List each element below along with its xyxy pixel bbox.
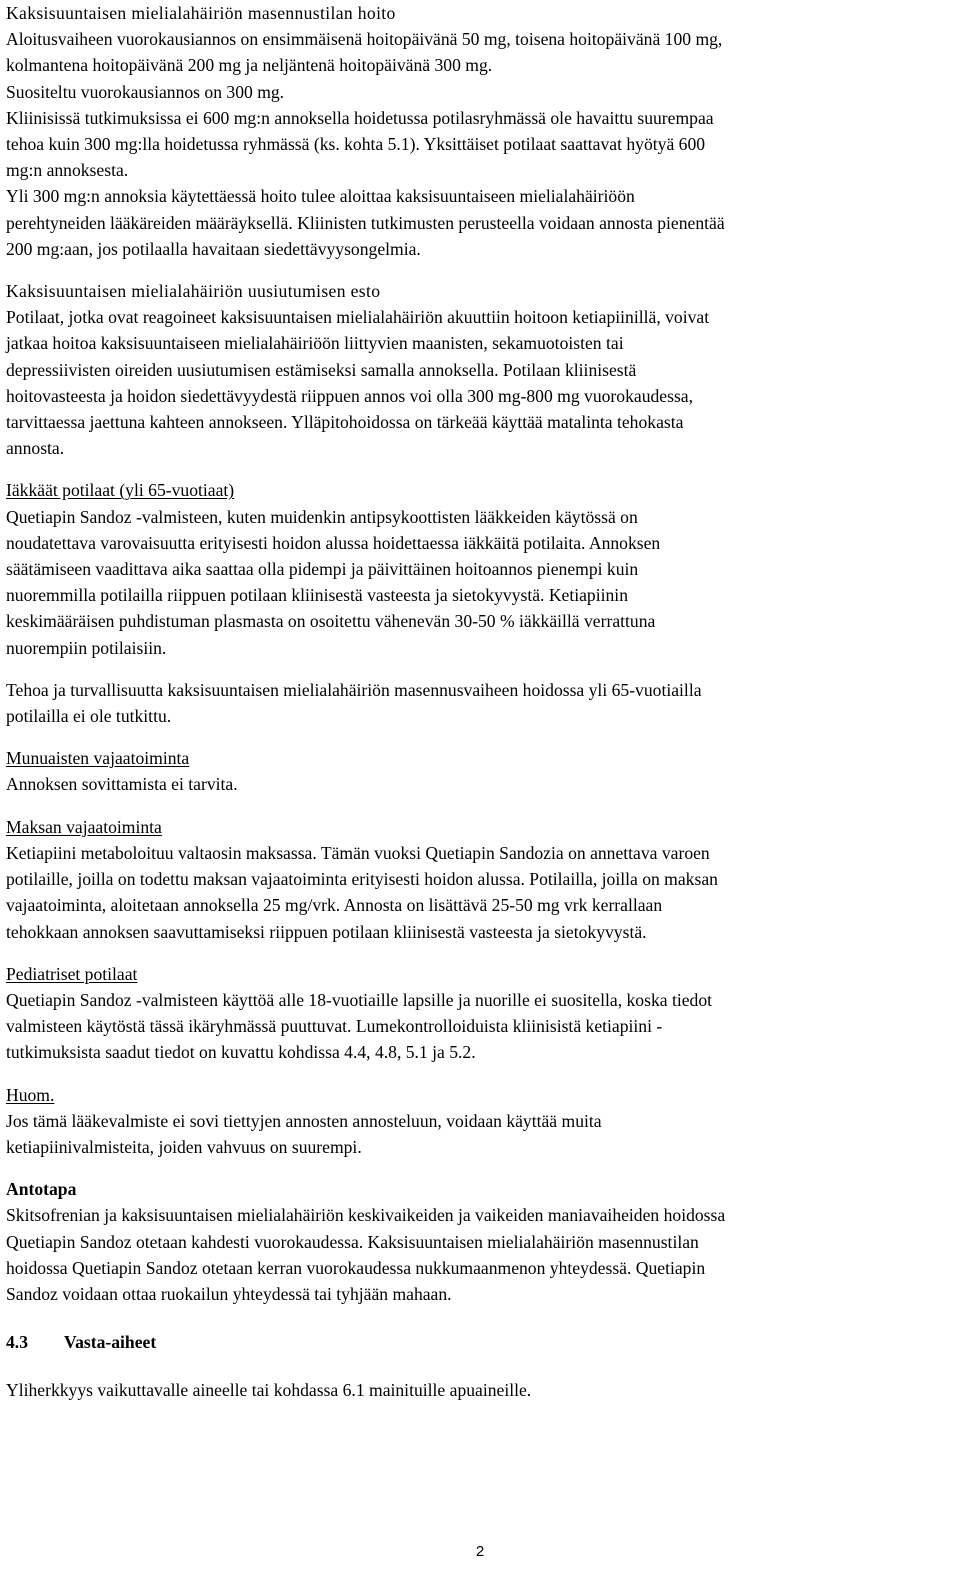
paragraph-line: tutkimuksista saadut tiedot on kuvattu kohdissa 4.4, 4.8, 5.1 ja 5.2. (6, 1042, 476, 1063)
paragraph-line: hoitovasteesta ja hoidon siedettävyydestä riippuen annos voi olla 300 mg-800 mg vuorokaudessa, (6, 385, 693, 406)
section-title: Vasta-aiheet (64, 1332, 157, 1353)
paragraph-line: 200 mg:aan, jos potilaalla havaitaan siedettävyysongelmia. (6, 238, 421, 259)
section-recurrence-prevention (6, 278, 950, 461)
underlined-heading: Huom. (6, 1084, 55, 1105)
section-note (6, 1082, 950, 1161)
paragraph-line: nuorempiin potilaisiin. (6, 637, 167, 658)
paragraph-line: noudatettava varovaisuutta erityisesti hoidon alussa hoidettaessa iäkkäitä potilaita. Annoksen (6, 532, 661, 553)
paragraph-line: potilailla ei ole tutkittu. (6, 706, 172, 727)
section-bipolar-depression (6, 0, 950, 262)
paragraph-line: jatkaa hoitoa kaksisuuntaiseen mielialahäiriöön liittyvien maanisten, sekamuotoisten tai (6, 333, 624, 354)
paragraph-line: vajaatoiminta, aloitetaan annoksella 25 mg/vrk. Annosta on lisättävä 25-50 mg vrk kerrallaan (6, 895, 663, 916)
section-heading (6, 961, 950, 987)
paragraph-line: tehoa kuin 300 mg:lla hoidetussa ryhmässä (ks. kohta 5.1). Yksittäiset potilaat saattavat hyötyä 600 (6, 134, 706, 155)
numbered-section-heading (6, 1329, 950, 1355)
paragraph-line: perehtyneiden lääkäreiden määräyksellä. Kliinisten tutkimusten perusteella voidaan annosta pienentää (6, 212, 725, 233)
paragraph-line: Quetiapin Sandoz -valmisteen käyttöä alle 18-vuotiaille lapsille ja nuorille ei suositella, koska tiedot (6, 989, 713, 1010)
paragraph-line: Skitsofrenian ja kaksisuuntaisen mielialahäiriön keskivaikeiden ja vaikeiden maniavaiheiden hoidossa (6, 1205, 726, 1226)
paragraph-line: hoidossa Quetiapin Sandoz otetaan kerran vuorokaudessa nukkumaanmenon yhteydessä. Quetiapin (6, 1257, 706, 1278)
paragraph-line: depressiivisten oireiden uusiutumisen estämiseksi samalla annoksella. Potilaan kliinisestä (6, 359, 637, 380)
section-heading: Antotapa (6, 1179, 77, 1200)
underlined-heading: Iäkkäät potilaat (yli 65-vuotiaat) (6, 480, 235, 501)
section-hepatic (6, 814, 950, 945)
section-heading: Kaksisuuntaisen mielialahäiriön uusiutumisen esto (6, 281, 381, 302)
paragraph-line: Sandoz voidaan ottaa ruokailun yhteydessä tai tyhjään mahaan. (6, 1283, 452, 1304)
underlined-heading: Pediatriset potilaat (6, 963, 138, 984)
paragraph-line: Aloitusvaiheen vuorokausiannos on ensimmäisenä hoitopäivänä 50 mg, toisena hoitopäivänä 100 mg, (6, 29, 723, 50)
section-heading (6, 477, 950, 503)
paragraph-line: Quetiapin Sandoz otetaan kahdesti vuorokaudessa. Kaksisuuntaisen mielialahäiriön masennustilan (6, 1231, 699, 1252)
paragraph-line: valmisteen käytöstä tässä ikäryhmässä puuttuvat. Lumekontrolloiduista kliinisistä ketiapiini - (6, 1016, 663, 1037)
paragraph-line: tehokkaan annoksen saavuttamiseksi riippuen potilaan kliinisestä vasteesta ja sietokyvystä. (6, 921, 647, 942)
paragraph-line: kolmantena hoitopäivänä 200 mg ja neljäntenä hoitopäivänä 300 mg. (6, 55, 493, 76)
paragraph-line: mg:n annoksesta. (6, 160, 129, 181)
paragraph-line: potilaille, joilla on todettu maksan vajaatoiminta erityisesti hoidon alussa. Potilailla, joilla on maksan (6, 869, 718, 890)
paragraph-line: nuoremmilla potilailla riippuen potilaan kliinisestä vasteesta ja sietokyvystä. Ketiapiinin (6, 585, 628, 606)
paragraph-line: Quetiapin Sandoz -valmisteen, kuten muidenkin antipsykoottisten lääkkeiden käytössä on (6, 506, 638, 527)
section-renal (6, 745, 950, 797)
paragraph-line: Kliinisissä tutkimuksissa ei 600 mg:n annoksella hoidetussa potilasryhmässä ole havaittu suurempaa (6, 107, 714, 128)
paragraph-line: annosta. (6, 438, 65, 459)
underlined-heading: Maksan vajaatoiminta (6, 816, 162, 837)
paragraph-line: Ketiapiini metaboloituu valtaosin maksassa. Tämän vuoksi Quetiapin Sandozia on annettava varoen (6, 842, 710, 863)
paragraph-line: Yli 300 mg:n annoksia käytettäessä hoito tulee aloittaa kaksisuuntaiseen mielialahäiriöön (6, 186, 635, 207)
section-elderly (6, 477, 950, 660)
underlined-heading: Munuaisten vajaatoiminta (6, 748, 190, 769)
paragraph-line: Yliherkkyys vaikuttavalle aineelle tai kohdassa 6.1 mainituille apuaineille. (6, 1380, 532, 1401)
section-heading (6, 745, 950, 771)
section-heading (6, 814, 950, 840)
section-heading (6, 1082, 950, 1108)
paragraph-line: ketiapiinivalmisteita, joiden vahvuus on suurempi. (6, 1136, 362, 1157)
paragraph-line: Annoksen sovittamista ei tarvita. (6, 774, 238, 795)
section-elderly-efficacy (6, 677, 950, 729)
paragraph-line: Tehoa ja turvallisuutta kaksisuuntaisen mielialahäiriön masennusvaiheen hoidossa yli 65-vuotiailla (6, 679, 702, 700)
paragraph-line: keskimääräisen puhdistuman plasmasta on osoitettu vähenevän 30-50 % iäkkäillä verrattuna (6, 611, 656, 632)
document-page (6, 0, 950, 1404)
section-pediatric (6, 961, 950, 1066)
paragraph-line: Suositeltu vuorokausiannos on 300 mg. (6, 81, 285, 102)
section-heading: Kaksisuuntaisen mielialahäiriön masennustilan hoito (6, 3, 396, 23)
paragraph-line: tarvittaessa jaettuna kahteen annokseen. Ylläpitohoidossa on tärkeää käyttää matalinta tehokasta (6, 412, 684, 433)
section-number: 4.3 (6, 1332, 28, 1353)
paragraph-line: Jos tämä lääkevalmiste ei sovi tiettyjen annosten annosteluun, voidaan käyttää muita (6, 1110, 602, 1131)
section-contraindications (6, 1329, 950, 1403)
page-number: 2 (475, 1543, 485, 1560)
paragraph-line: Potilaat, jotka ovat reagoineet kaksisuuntaisen mielialahäiriön akuuttiin hoitoon ketiapiinillä, voivat (6, 307, 710, 328)
section-administration (6, 1176, 950, 1307)
paragraph-line: säätämiseen vaadittava aika saattaa olla pidempi ja päivittäinen hoitoannos pienempi kuin (6, 559, 639, 580)
